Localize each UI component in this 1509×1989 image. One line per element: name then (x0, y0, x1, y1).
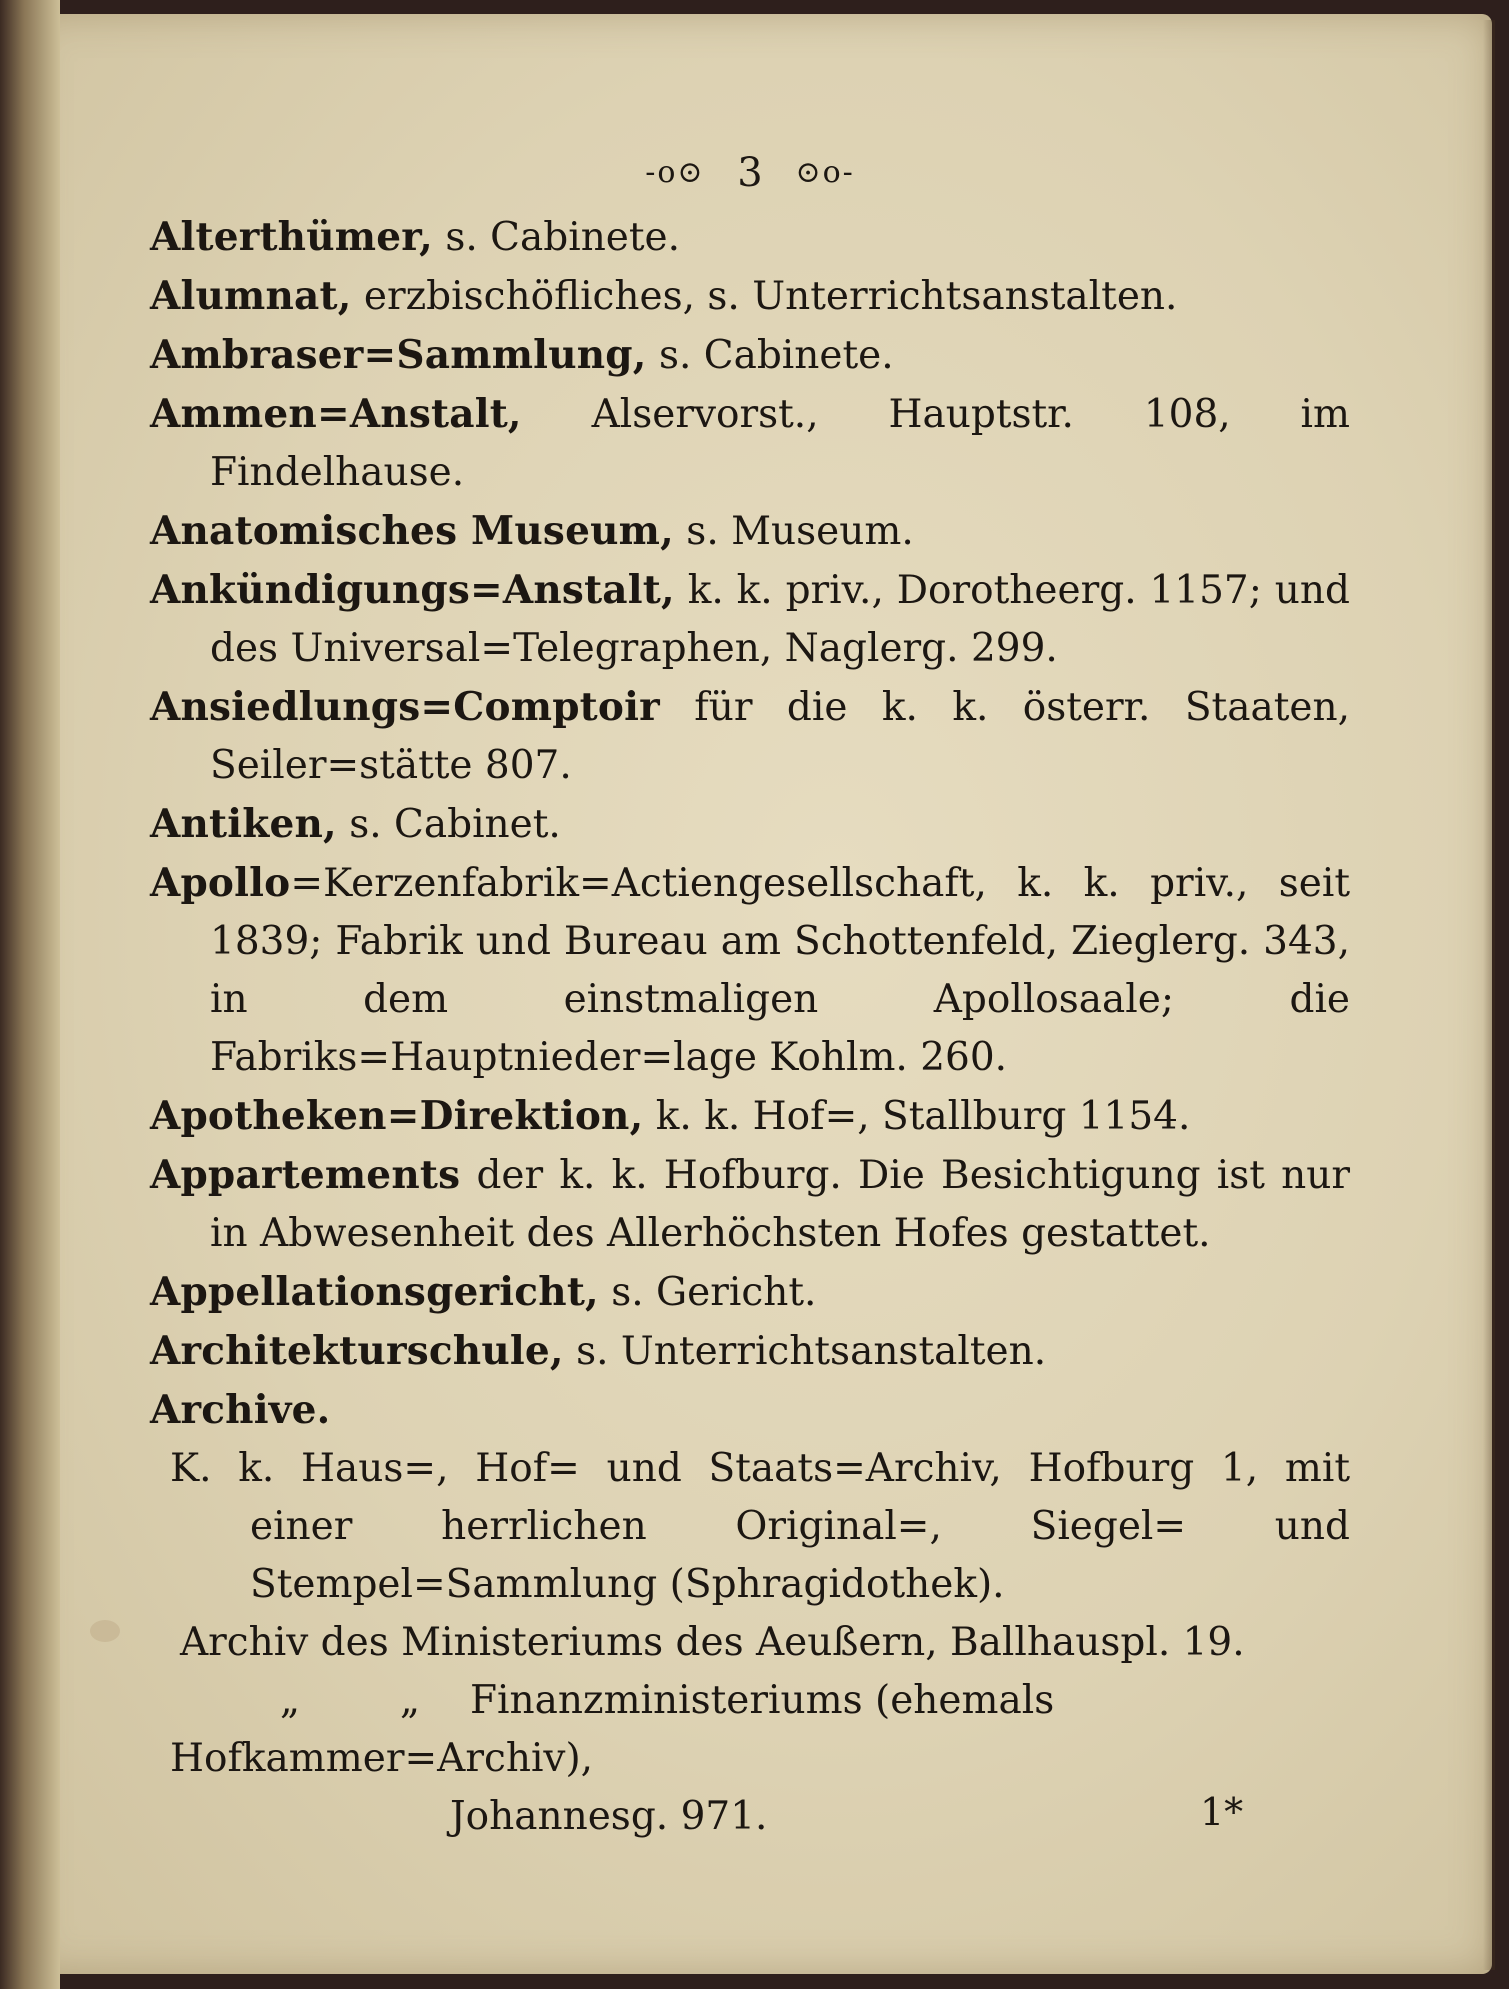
entry-text: s. Cabinete. (432, 215, 681, 260)
entry-head: Alterthümer, (150, 214, 433, 260)
page-content (150, 140, 1350, 1846)
signature-mark: 1* (1200, 1790, 1244, 1834)
entry-head: Archive. (150, 1387, 331, 1433)
entry (150, 208, 1350, 267)
entry-text: =Kerzenfabrik=Actiengesellschaft, k. k. priv., seit 1839; Fabrik und Bureau am Schottenfeld, Zieglerg. 343, in dem einstmaligen Apollosaale; die Fabriks=Hauptnieder=lage Kohlm. 260. (210, 861, 1350, 1080)
entry-text: s. Unterrichtsanstalten. (563, 1329, 1047, 1374)
archive-item-continued: Johannesg. 971. (450, 1794, 768, 1839)
entry (150, 1146, 1350, 1263)
entry-head: Ambraser=Sammlung, (150, 332, 647, 378)
archive-item-ditto (150, 1672, 1350, 1788)
entry (150, 1087, 1350, 1146)
entry (150, 1322, 1350, 1381)
archive-item: Archiv des Ministeriums des Aeußern, Ballhauspl. 19. (180, 1620, 1245, 1665)
entry-head: Alumnat, (150, 273, 352, 319)
entry (150, 1381, 1350, 1440)
entry (150, 561, 1350, 678)
entry (150, 502, 1350, 561)
entry-text: Alservorst., Hauptstr. 108, im Findelhause. (210, 392, 1350, 495)
entry-head: Apotheken=Direktion, (150, 1093, 644, 1139)
entry (150, 385, 1350, 502)
entry-head: Architekturschule, (150, 1328, 564, 1374)
ditto-mark: „ (399, 1678, 421, 1723)
entry-head: Appartements (150, 1152, 461, 1198)
entry-head: Ankündigungs=Anstalt, (150, 567, 675, 613)
entry-text: k. k. Hof=, Stallburg 1154. (643, 1094, 1191, 1139)
book-binding (0, 0, 60, 1989)
page-number: 3 (737, 150, 763, 196)
entry-text: der k. k. Hofburg. Die Besichtigung ist nur in Abwesenheit des Allerhöchsten Hofes gestattet. (210, 1153, 1350, 1256)
entry-text: s. Museum. (673, 509, 914, 554)
ornament-left: -o⊙ (645, 155, 705, 190)
entry (150, 267, 1350, 326)
entry (150, 326, 1350, 385)
entry-head: Ansiedlungs=Comptoir (150, 684, 660, 730)
entry (150, 854, 1350, 1087)
entry (150, 1263, 1350, 1322)
archive-item-text: Finanzministeriums (ehemals Hofkammer=Archiv), (170, 1678, 1055, 1781)
entry-text: k. k. priv., Dorotheerg. 1157; und des Universal=Telegraphen, Naglerg. 299. (210, 568, 1350, 671)
archive-item: K. k. Haus=, Hof= und Staats=Archiv, Hofburg 1, mit einer herrlichen Original=, Siegel= und Stempel=Sammlung (Sphragidothek). (170, 1446, 1350, 1607)
entry-head: Appellationsgericht, (150, 1269, 599, 1315)
ornament-right: ⊙o- (795, 155, 855, 190)
paper-stain (90, 1620, 120, 1642)
entry (150, 678, 1350, 795)
entry-text: erzbischöfliches, s. Unterrichtsanstalten. (351, 274, 1178, 319)
entry-head: Ammen=Anstalt, (150, 391, 522, 437)
running-header (150, 140, 1350, 200)
ditto-mark: „ (279, 1678, 301, 1723)
entry-text: s. Gericht. (598, 1270, 817, 1315)
entry (150, 795, 1350, 854)
entry-text: s. Cabinete. (646, 333, 894, 378)
entry-head: Antiken, (150, 801, 337, 847)
entry-text: s. Cabinet. (336, 802, 561, 847)
entry-head: Apollo (150, 860, 291, 906)
page-edge-shadow (1483, 20, 1495, 1970)
entry-head: Anatomisches Museum, (150, 508, 674, 554)
entry-list (150, 208, 1350, 1846)
entry-text: für die k. k. österr. Staaten, Seiler=stätte 807. (210, 685, 1350, 788)
